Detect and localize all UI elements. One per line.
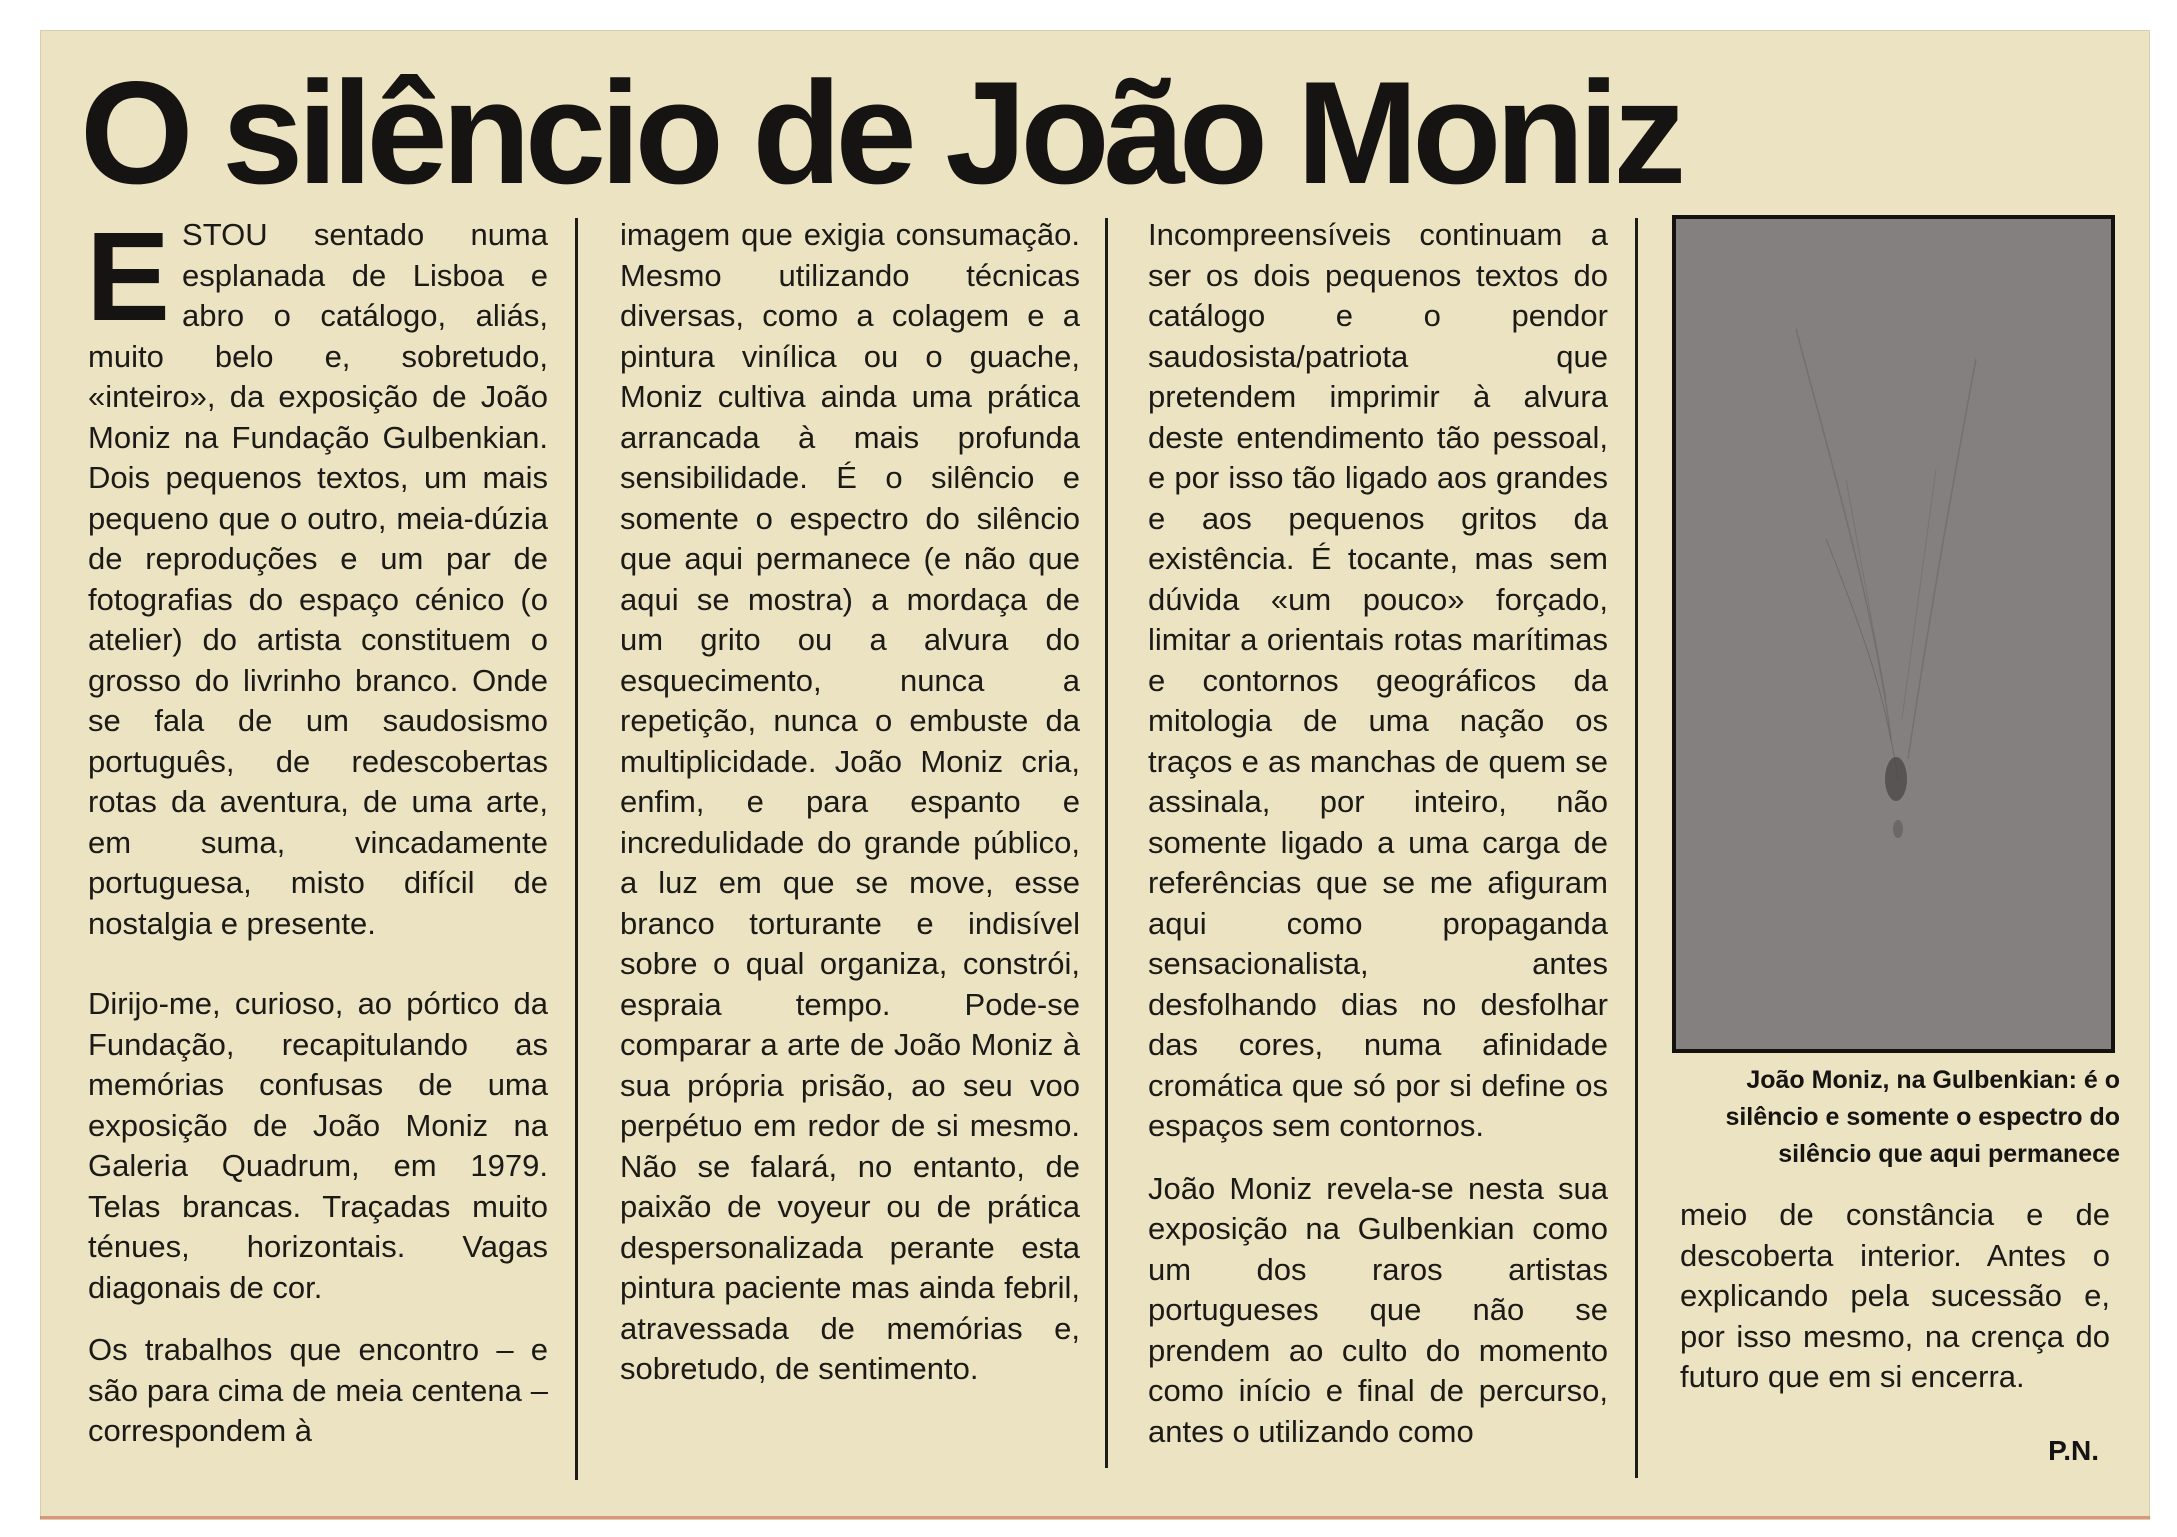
photo-caption: João Moniz, na Gulbenkian: é o silêncio e somente o espectro do silêncio que aqui permanece [1725, 1066, 2120, 1168]
author-signature: P.N. [2048, 1435, 2099, 1466]
column-divider [1105, 218, 1108, 1468]
article-column-1 [86, 206, 548, 1452]
paragraph: Incompreensíveis continuam a ser os dois pequenos textos do catálogo e o pendor saudosista/patriota que pretendem imprimir à alvura deste entendimento tão pessoal, e por isso tão ligado aos grandes e aos pequenos gritos da existência. É tocante, mas sem dúvida «um pouco» forçado, limitar a orientais rotas marítimas e contornos geográficos da mitologia de uma nação os traços e as manchas de quem se assinala, por inteiro, não somente ligado a uma carga de referências que se me afiguram aqui como propaganda sensacionalista, antes desfolhando dias no desfolhar das cores, numa afinidade cromática que só por si define os espaços sem contornos. [1148, 217, 1608, 1143]
paragraph: João Moniz revela-se nesta sua exposição na Gulbenkian como um dos raros artistas portugueses que não se prendem ao culto do momento como início e final de percurso, antes o utilizando como [1148, 1170, 1608, 1449]
paragraph: Dirijo-me, curioso, ao pórtico da Fundação, recapitulando as memórias confusas de uma exposição de João Moniz na Galeria Quadrum, em 1979. Telas brancas. Traçadas muito ténues, horizontais. Vagas diagonais de cor. [88, 986, 548, 1305]
clipping-edge-mark [40, 1516, 2150, 1519]
artwork-sketch-image [1676, 219, 2111, 1049]
artwork-photo [1672, 215, 2115, 1053]
paragraph: meio de constância e de descoberta interior. Antes o explicando pela sucessão e, por isso mesmo, na crença do futuro que em si encerra. [1680, 1197, 2110, 1394]
drop-cap: E [86, 206, 171, 347]
article-column-4 [1680, 1195, 2110, 1398]
paragraph: Os trabalhos que encontro – e são para cima de meia centena – correspondem à [88, 1332, 548, 1448]
paragraph: imagem que exigia consumação. Mesmo utilizando técnicas diversas, como a colagem e a pintura vinílica ou o guache, Moniz cultiva ainda uma prática arrancada à mais profunda sensibilidade. É o silêncio e somente o espectro do silêncio que aqui permanece (e não que aqui se mostra) a mordaça de um grito ou a alvura do esquecimento, nunca a repetição, nunca o embuste da multiplicidade. João Moniz cria, enfim, e para espanto e incredulidade do grande público, a luz em que se move, esse branco torturante e indisível sobre o qual organiza, constrói, espraia tempo. Pode-se comparar a arte de João Moniz à sua própria prisão, ao seu voo perpétuo em redor de si mesmo. Não se falará, no entanto, de paixão de voyeur ou de prática despersonalizada perante esta pintura paciente mas ainda febril, atravessada de memórias e, sobretudo, de sentimento. [620, 217, 1080, 1386]
article-column-3 [1148, 215, 1608, 1452]
paragraph-text: sentado numa esplanada de Lisboa e abro o catálogo, aliás, muito belo e, sobretudo, «inteiro», da exposição de João Moniz na Fundação Gulbenkian. Dois pequenos textos, um mais pequeno que o outro, meia-dúzia de reproduções e um par de fotografias do espaço cénico (o atelier) do artista constituem o grosso do livrinho branco. Onde se fala de um saudosismo português, de redescobertas rotas da aventura, de uma arte, em suma, vincadamente portuguesa, misto difícil de nostalgia e presente. [88, 217, 548, 941]
article-headline: O silêncio de João Moniz [80, 51, 1681, 214]
column-divider [1635, 218, 1638, 1478]
column-divider [575, 218, 578, 1480]
article-column-2 [620, 215, 1080, 1390]
opening-paragraph [86, 206, 548, 944]
opening-word: STOU [182, 217, 268, 252]
